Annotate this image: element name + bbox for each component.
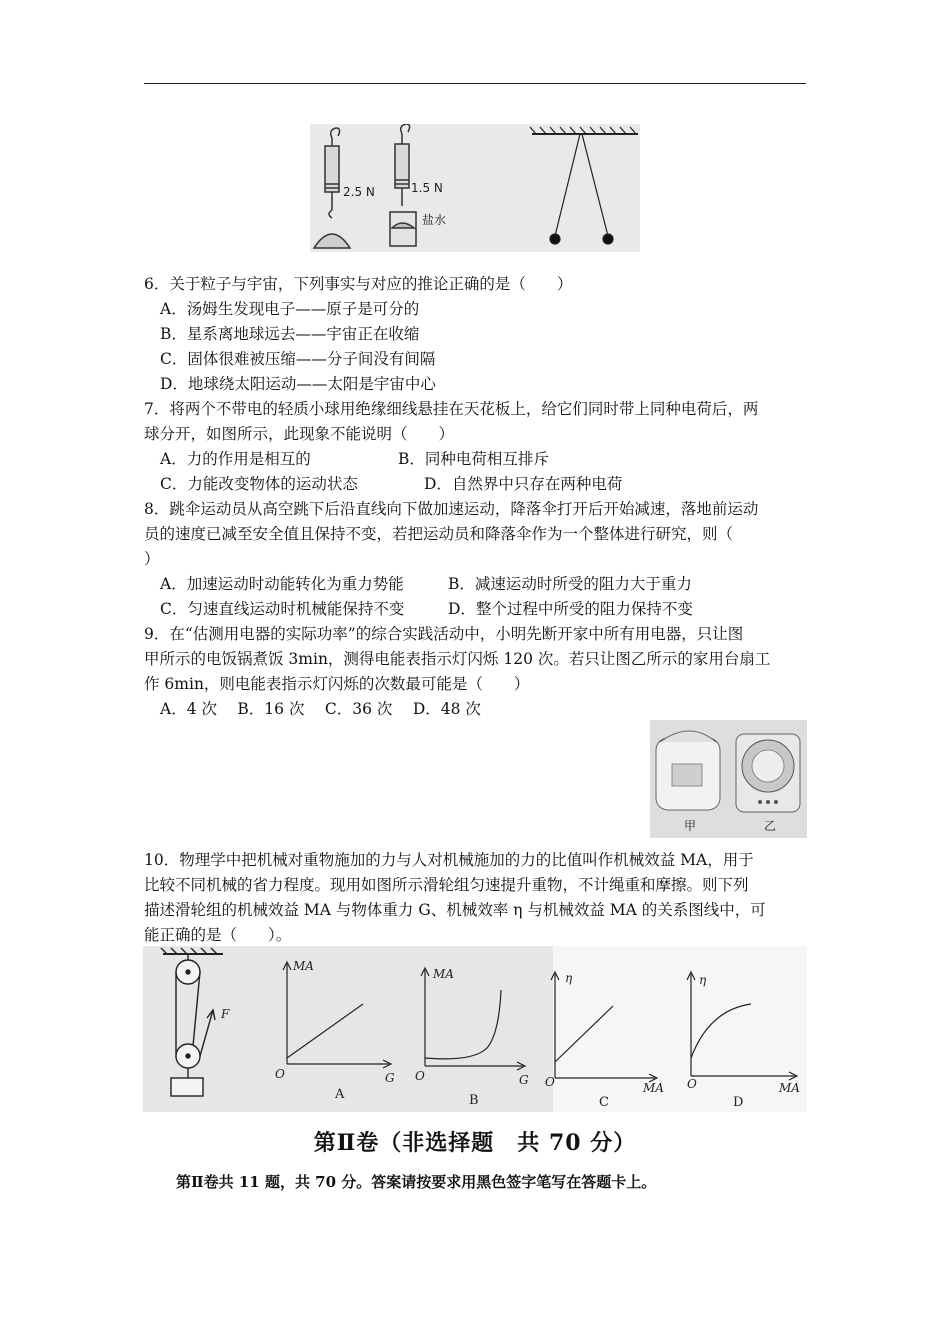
rice-cooker xyxy=(656,731,720,810)
scale1-reading: 2.5 N xyxy=(343,185,375,199)
graph-c-y-label: η xyxy=(565,971,573,985)
question-7-stem-line2: 球分开，如图所示，此现象不能说明（ ） xyxy=(144,425,455,443)
hanging-balls xyxy=(530,127,638,244)
figure-pulley-and-graphs xyxy=(143,946,807,1112)
question-7-option-c: C．力能改变物体的运动状态 xyxy=(160,475,358,493)
graph-a-y-label: MA xyxy=(293,959,314,973)
graph-b-curve xyxy=(425,990,501,1059)
question-8-stem-line1: 8．跳伞运动员从高空跳下后沿直线向下做加速运动，降落伞打开后开始减速，落地前运动 xyxy=(144,500,759,518)
question-6-option-b: B．星系离地球远去——宇宙正在收缩 xyxy=(160,325,420,343)
graph-b-y-label: MA xyxy=(433,967,454,981)
graph-d-y-label: η xyxy=(699,973,707,987)
question-8-option-c: C．匀速直线运动时机械能保持不变 xyxy=(160,600,405,618)
graph-a-x-label: G xyxy=(385,1071,395,1085)
graph-b-x-label: G xyxy=(519,1073,529,1087)
question-9-stem-line3: 作 6min，则电能表指示灯闪烁的次数最可能是（ ） xyxy=(144,675,530,693)
question-6-option-a: A．汤姆生发现电子——原子是可分的 xyxy=(160,300,420,318)
question-10-stem-line3: 描述滑轮组的机械效益 MA 与物体重力 G、机械效率 η 与机械效益 MA 的关系图线中，可 xyxy=(144,901,766,919)
figure-appliances xyxy=(650,720,807,838)
graph-c-origin: O xyxy=(545,1075,555,1089)
graph-a-curve xyxy=(287,1004,363,1058)
graph-d-letter: D xyxy=(733,1095,744,1110)
question-7-option-d: D．自然界中只存在两种电荷 xyxy=(424,475,623,493)
question-8-stem-line3: ） xyxy=(144,550,160,568)
graph-cd-backdrop xyxy=(553,946,807,1112)
graph-a-letter: A xyxy=(335,1087,345,1102)
label-jia: 甲 xyxy=(684,819,697,833)
graph-d-origin: O xyxy=(687,1077,697,1091)
graph-c-x-label: MA xyxy=(643,1081,664,1095)
section-2-title: 第Ⅱ卷（非选择题 共 70 分） xyxy=(313,1130,637,1156)
graph-b-letter: B xyxy=(469,1093,479,1108)
scale2-reading: 1.5 N xyxy=(411,181,443,195)
force-label-f: F xyxy=(221,1007,230,1021)
question-8-stem-line2: 员的速度已减至安全值且保持不变，若把运动员和降落伞作为一个整体进行研究，则（ xyxy=(144,525,734,543)
figure-scales-and-balls xyxy=(310,124,640,252)
desk-fan xyxy=(736,734,800,812)
question-6-option-c: C．固体很难被压缩——分子间没有间隔 xyxy=(160,350,436,368)
graph-b-axes xyxy=(421,968,525,1070)
question-10-stem-line1: 10．物理学中把机械对重物施加的力与人对机械施加的力的比值叫作机械效益 MA，用于 xyxy=(144,851,754,869)
question-7-option-b: B．同种电荷相互排斥 xyxy=(398,450,549,468)
question-7-stem-line1: 7．将两个不带电的轻质小球用绝缘细线悬挂在天花板上，给它们同时带上同种电荷后，两 xyxy=(144,400,759,418)
header-rule xyxy=(144,83,806,84)
graph-a-origin: O xyxy=(275,1067,285,1081)
question-7-option-a: A．力的作用是相互的 xyxy=(160,450,311,468)
question-9-stem-line2: 甲所示的电饭锅煮饭 3min，测得电能表指示灯闪烁 120 次。若只让图乙所示的家用台扇工 xyxy=(144,650,771,668)
figure-scales-svg xyxy=(310,124,640,252)
question-8-option-b: B．减速运动时所受的阻力大于重力 xyxy=(448,575,692,593)
beaker-label: 盐水 xyxy=(422,213,447,227)
section-2-note: 第Ⅱ卷共 11 题，共 70 分。答案请按要求用黑色签字笔写在答题卡上。 xyxy=(176,1173,657,1191)
question-6-stem: 6．关于粒子与宇宙，下列事实与对应的推论正确的是（ ） xyxy=(144,275,573,293)
question-10-stem-line2: 比较不同机械的省力程度。现用如图所示滑轮组匀速提升重物，不计绳重和摩擦。则下列 xyxy=(144,876,749,894)
question-10-stem-line4: 能正确的是（ ）。 xyxy=(144,926,292,944)
question-9-stem-line1: 9．在“估测用电器的实际功率”的综合实践活动中，小明先断开家中所有用电器，只让图 xyxy=(144,625,744,643)
pulley-system xyxy=(161,948,223,1096)
graph-d-x-label: MA xyxy=(779,1081,800,1095)
graph-c-letter: C xyxy=(599,1095,609,1110)
graph-b-origin: O xyxy=(415,1069,425,1083)
question-9-options: A．4 次 B．16 次 C．36 次 D．48 次 xyxy=(160,700,481,718)
figure-appliances-svg xyxy=(650,720,807,838)
question-8-option-a: A．加速运动时动能转化为重力势能 xyxy=(160,575,404,593)
question-6-option-d: D．地球绕太阳运动——太阳是宇宙中心 xyxy=(160,375,436,393)
label-yi: 乙 xyxy=(764,819,777,833)
figure-pulley-graphs-svg xyxy=(143,946,807,1112)
question-8-option-d: D．整个过程中所受的阻力保持不变 xyxy=(448,600,693,618)
graph-a-axes xyxy=(283,962,391,1068)
